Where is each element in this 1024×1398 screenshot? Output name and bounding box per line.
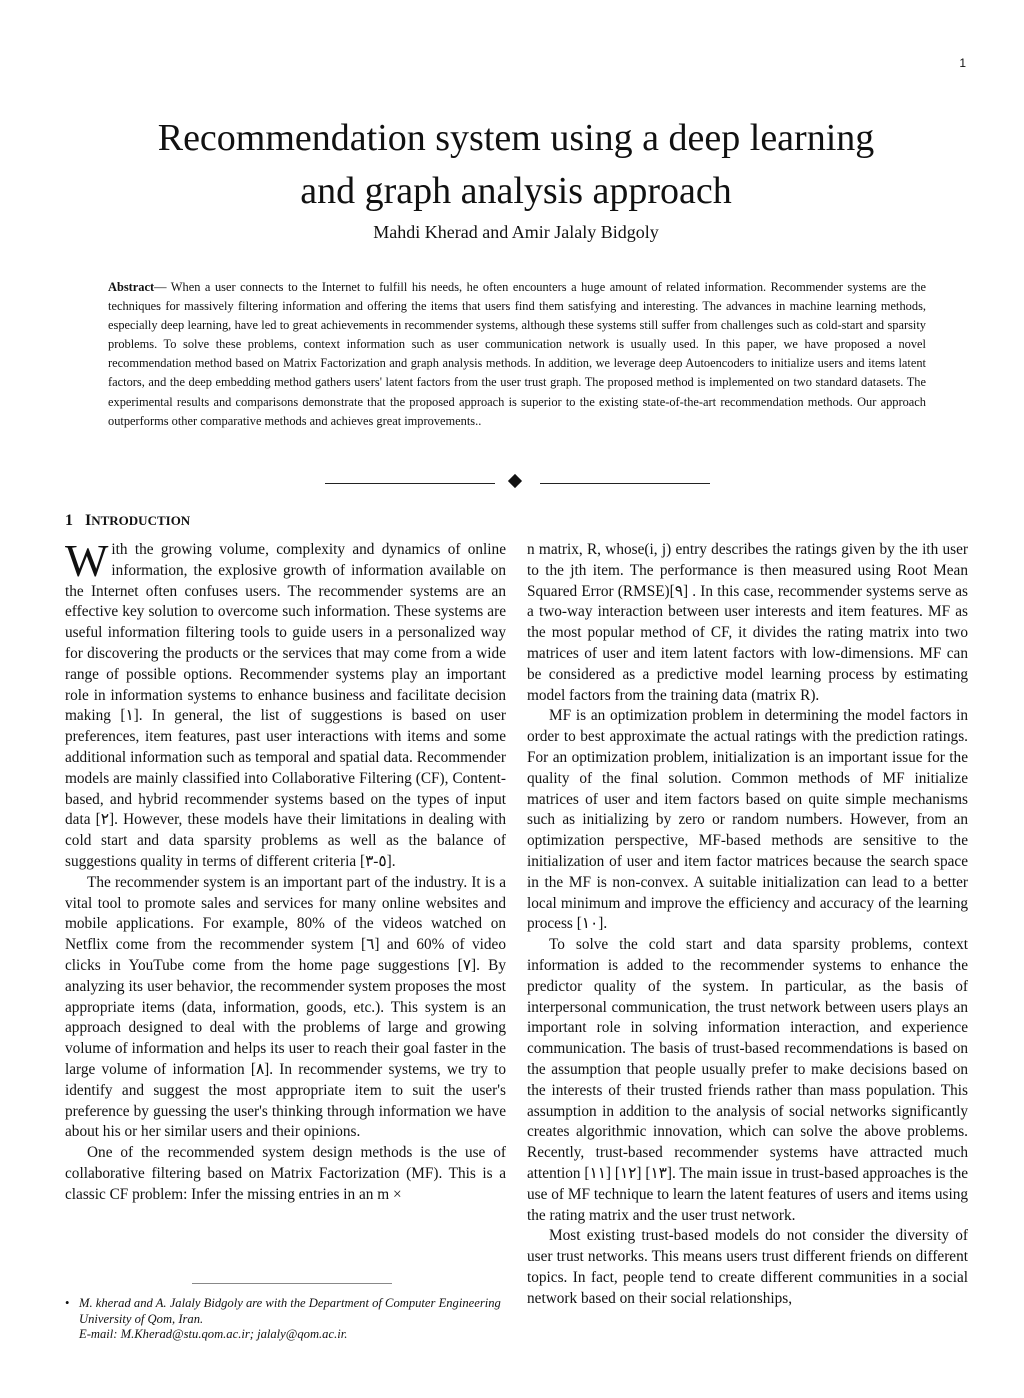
paragraph: n matrix, R, whose(i, j) entry describes the ratings given by the ith user to the jth item. The performance is then measured using Root Mean Squared Error (RMSE)[٩] . In this case, recommender systems serve as a two-way interaction between user interests and item features. MF as the most popular method of CF, it divides the rating matrix into two matrices of user and item latent factors with low-dimensions. MF can be considered as a predictive model learning process by estimating model factors from the training data (matrix R). [527, 541, 968, 704]
paragraph: One of the recommended system design methods is the use of collaborative filtering based on Matrix Factorization (MF). This is a classic CF problem: Infer the missing entries in an m × [65, 1144, 506, 1203]
right-column [527, 540, 968, 1309]
drop-cap: W [65, 535, 109, 586]
section-separator [325, 476, 711, 490]
abstract-text: — When a user connects to the Internet to fulfill his needs, he often encounters a huge amount of related information. Recommender systems are the techniques for massively filtering information and offering the items that users find them satisfying and interesting. The advances in machine learning methods, especially deep learning, have led to great achievements in recommender systems, although these systems still suffer from challenges such as cold-start and sparsity problems. To solve these problems, context information such as user communication network is usually used. In this paper, we have proposed a novel recommendation method based on Matrix Factorization and graph analysis methods. In addition, we leverage deep Autoencoders to initialize users and items latent factors, and the deep embedding method gathers users' latent factors from the user trust graph. The proposed method is implemented on two standard datasets. The experimental results and comparisons demonstrate that the proposed approach is superior to the existing state-of-the-art recommendation methods. Our approach outperforms other comparative methods and achieves great improvements.. [108, 280, 926, 428]
section-heading [65, 512, 190, 530]
abstract [108, 278, 926, 431]
authors: Mahdi Kherad and Amir Jalaly Bidgoly [373, 222, 659, 242]
section-number: 1 [65, 512, 73, 529]
title-line-1: Recommendation system using a deep learning [157, 117, 875, 159]
title-line-2: and graph analysis approach [300, 170, 732, 212]
section-title-rest: NTRODUCTION [91, 513, 191, 528]
section-title-initial: I [85, 512, 92, 529]
footnote-rule [192, 1283, 392, 1284]
separator-line-right [540, 483, 710, 484]
abstract-label: Abstract [108, 280, 155, 294]
left-column [65, 535, 507, 1206]
footnote-email: E-mail: M.Kherad@stu.qom.ac.ir; jalaly@qom.ac.ir. [79, 1327, 348, 1341]
paragraph: The recommender system is an important part of the industry. It is a vital tool to promote sales and services for many online websites and mobile applications. For example, 80% of the videos watched on Netflix come from the recommender system [٦] and 60% of video clicks in YouTube come from the home page suggestions [٧]. By analyzing its user behavior, the recommender system proposes the most appropriate items (data, information, goods, etc.). This system is an approach designed to deal with the problems of large and growing volume of information and helps its user to reach their goal faster in the large volume of information [٨]. In recommender systems, we try to identify and suggest the most appropriate item to suit the user's preference by guessing the user's thinking through information we have about his or her similar users and their opinions. [65, 873, 507, 1141]
paragraph-text: ith the growing volume, complexity and dynamics of online information, the explosive growth of information available on the Internet often confuses users. The recommender systems are an effective key solution to overcome such information. These systems are useful information filtering tools to guide users in a personalized way for discovering the products or the services that may come from a wide range of possible options. Recommender systems play an important role in information systems to enhance business and facilitate decision making [١]. In general, the list of suggestions is based on user preferences, item features, past user interactions with items and some additional information such as temporal and spatial data. Recommender models are mainly classified into Collaborative Filtering (CF), Content-based, and hybrid recommender systems based on the types of input data [٢]. However, these models have their limitations in dealing with cold start and data sparsity problems as well as the balance of suggestions quality in terms of different criteria [٥-٣]. [65, 541, 506, 870]
paper-title [0, 112, 1024, 218]
paragraph: MF is an optimization problem in determining the model factors in order to best approximate the actual ratings with the prediction ratings. For an optimization problem, initialization is an important issue for the quality of the final solution. Common methods of MF initialize matrices of user and item factors based on quite simple mechanisms such as initializing by zero or random numbers. However, from an optimization perspective, MF-based methods are sensitive to the initialization of user and item factor matrices because the search space in the MF is non-convex. A suitable initialization can lead to a better local minimum and improve the efficiency and accuracy of the learning process [١٠]. [527, 707, 968, 933]
separator-line-left [325, 483, 495, 484]
footnote [65, 1296, 510, 1343]
bullet-icon: • [65, 1296, 70, 1310]
paragraph: To solve the cold start and data sparsity problems, context information is added to the recommender systems to enhance the predictor quality of the system. In particular, as the basis of interpersonal communication, the trust network between users plays an important role in solving information interaction, and experience communication. The basis of trust-based recommendations is based on the assumption that people usually prefer to make decisions based on the interests of their trusted friends rather than mass population. This assumption in addition to the analysis of social networks significantly creates algorithmic innovation, which can solve the above problems. Recently, trust-based recommender systems have attracted much attention [١١] [١٢] [١٣]. The main issue in trust-based approaches is the use of MF technique to learn the latent features of users and items using the rating matrix and the user trust network. [527, 936, 969, 1224]
paragraph: Most existing trust-based models do not consider the diversity of user trust networks. This means users trust different friends on different topics. In fact, people tend to create different communities in a social network based on their social relationships, [527, 1227, 968, 1307]
footnote-affiliation: M. kherad and A. Jalaly Bidgoly are with the Department of Computer Engineering University of Qom, Iran. [79, 1296, 501, 1326]
diamond-icon [508, 474, 522, 488]
page-number: 1 [959, 56, 966, 70]
paragraph [65, 535, 506, 873]
